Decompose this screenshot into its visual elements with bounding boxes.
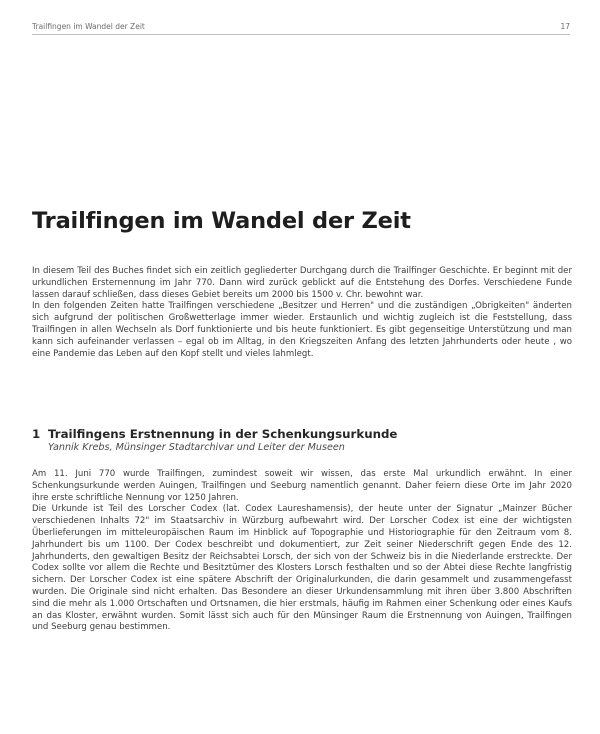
body-paragraph: Am 11. Juni 770 wurde Trailfingen, zumindest soweit wir wissen, das erste Mal urkundlich erwähnt. In einer Schenkungsurkunde werden Auingen, Trailfingen und Seeburg namentlich genannt. Daher feiern diese Orte im Jahr 2020 ihre erste schriftliche Nennung vor 1250 Jahren. xyxy=(32,469,572,503)
section-body xyxy=(32,469,572,634)
section-title xyxy=(32,427,572,441)
intro-paragraph: In diesem Teil des Buches findet sich ein zeitlich gegliederter Durchgang durch die Trailfinger Geschichte. Er beginnt mit der urkundlichen Ersternennung im Jahr 770. Dann wird zurück geblickt auf die Entstehung des Dorfes. Verschiedene Funde lassen darauf schließen, dass dieses Gebiet bereits um 2000 bis 1500 v. Chr. bewohnt war. xyxy=(32,266,572,300)
body-paragraph: Die Urkunde ist Teil des Lorscher Codex (lat. Codex Laureshamensis), der heute unter der Signatur „Mainzer Bücher verschiedenen Inhalts 72" im Staatsarchiv in Würzburg aufbewahrt wird. Der Lorscher Codex ist eine der wichtigsten Überlieferungen im mitteleuropäischen Raum im Hinblick auf Topographie und Historiographie für den Zeitraum vom 8. Jahrhundert bis um 1100. Der Codex beschreibt und dokumentiert, zur Zeit seiner Niederschrift gegen Ende des 12. Jahrhunderts, den gewaltigen Besitz der Reichsabtei Lorsch, der sich von der Schweiz bis in die Niederlande erstreckte. Der Codex sollte vor allem die Rechte und Besitztümer des Klosters Lorsch festhalten und so der Abtei diese Rechte langfristig sichern. Der Lorscher Codex ist eine spätere Abschrift der Originalurkunden, die darin gesammelt und zusammengefasst wurden. Die Originale sind nicht erhalten. Das Besondere an dieser Urkundensammlung mit ihren über 3.800 Abschriften sind die mehr als 1.000 Ortschaften und Ortsnamen, die hier erstmals, häufig im Rahmen einer Schenkung oder eines Kaufs an das Kloster, erwähnt wurden. Somit lässt sich auch für den Münsinger Raum die Erstnennung von Auingen, Trailfingen und Seeburg genau bestimmen. xyxy=(32,504,572,633)
section-author: Yannik Krebs, Münsinger Stadtarchivar und Leiter der Museen xyxy=(48,442,345,453)
section-heading xyxy=(32,427,572,453)
section-number: 1 xyxy=(32,427,41,441)
section-title-text: Trailfingens Erstnennung in der Schenkungsurkunde xyxy=(48,427,398,441)
chapter-intro xyxy=(32,266,572,360)
intro-paragraph: In den folgenden Zeiten hatte Trailfingen verschiedene „Besitzer und Herren" und die zuständigen „Obrigkeiten" änderten sich aufgrund der politischen Großwetterlage immer wieder. Erstaunlich und wichtig zugleich ist die Feststellung, dass Trailfingen in allen Wechseln als Dorf funktionierte und bis heute funktioniert. Es gibt gegenseitige Unterstützung und man kann sich aufeinander verlassen – egal ob im Alltag, in den Kriegszeiten Anfang des letzten Jahrhunderts oder heute , wo eine Pandemie das Leben auf den Kopf stellt und vieles lahmlegt. xyxy=(32,301,572,359)
running-header xyxy=(32,22,570,35)
page-number: 17 xyxy=(560,22,570,31)
running-title: Trailfingen im Wandel der Zeit xyxy=(32,22,145,31)
chapter-title: Trailfingen im Wandel der Zeit xyxy=(32,208,411,234)
